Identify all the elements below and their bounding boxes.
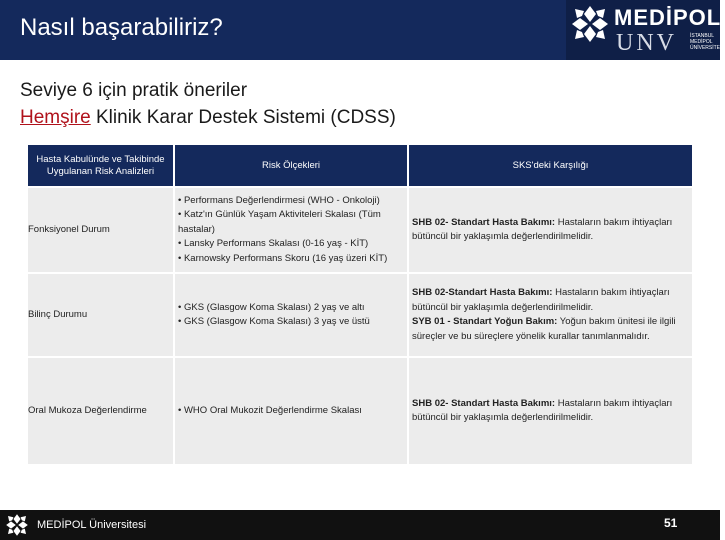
- scale-item: • Performans Değerlendirmesi (WHO - Onkoloji): [178, 194, 380, 206]
- scales-cell: [174, 187, 408, 273]
- column-header-sks: SKS'deki Karşılığı: [408, 145, 692, 187]
- scales-cell: [174, 357, 408, 464]
- subtitle-highlight-word: Hemşire: [20, 107, 91, 128]
- slide-title: Nasıl başarabiliriz?: [20, 14, 223, 41]
- column-header-analysis: Hasta Kabulünde ve Takibinde Uygulanan Risk Analizleri: [28, 145, 174, 187]
- risk-analysis-table: [28, 145, 692, 464]
- medipol-star-icon: [570, 4, 610, 44]
- logo-brand-text: MEDİPOL: [614, 5, 722, 30]
- scale-item: • Katz'ın Günlük Yaşam Aktiviteleri Skalası (Tüm hastalar): [178, 209, 381, 235]
- sks-item: SHB 02-Standart Hasta Bakımı: Hastaların bakım ihtiyaçları bütüncül bir yaklaşımla değerlendirilmelidir.: [412, 287, 670, 313]
- sks-item: SHB 02- Standart Hasta Bakımı: Hastaların bakım ihtiyaçları bütüncül bir yaklaşımla değerlendirilmelidir.: [412, 216, 673, 242]
- scale-item: • Karnowsky Performans Skoru (16 yaş üzeri KİT): [178, 252, 388, 264]
- footer-institution: MEDİPOL Üniversitesi: [37, 519, 147, 531]
- scale-item: • GKS (Glasgow Koma Skalası) 3 yaş ve üstü: [178, 316, 370, 327]
- analysis-cell: Fonksiyonel Durum: [28, 187, 174, 273]
- scale-item: • GKS (Glasgow Koma Skalası) 2 yaş ve altı: [178, 301, 365, 313]
- logo-unv-text: UNV: [616, 30, 677, 56]
- medipol-logo: [566, 0, 725, 60]
- page-number: 51: [664, 516, 678, 530]
- scale-item: • WHO Oral Mukozit Değerlendirme Skalası: [178, 404, 362, 416]
- footer-bar: [0, 510, 720, 540]
- column-header-scales: Risk Ölçekleri: [174, 145, 408, 187]
- table-header-row: [28, 145, 692, 187]
- subtitle-line-1: Seviye 6 için pratik öneriler: [20, 80, 248, 101]
- subtitle-line-2: [20, 104, 396, 131]
- analysis-cell: Oral Mukoza Değerlendirme: [28, 357, 174, 464]
- table-row: [28, 273, 692, 357]
- subtitle-line-2-rest: Klinik Karar Destek Sistemi (CDSS): [90, 107, 396, 128]
- scale-item: • Lansky Performans Skalası (0-16 yaş - KİT): [178, 238, 369, 250]
- sks-item: SYB 01 - Standart Yoğun Bakım: Yoğun bakım ünitesi ile ilgili süreçler ve bu süreçlere yönelik kurallar tanımlanmalıdır.: [412, 316, 676, 342]
- medipol-star-icon: [4, 513, 30, 537]
- table-row: [28, 187, 692, 273]
- title-bar: [0, 0, 725, 60]
- table-row: [28, 357, 692, 464]
- logo-sub-text: İSTANBUL MEDİPOL ÜNİVERSİTESİ: [690, 33, 725, 51]
- sks-cell: [408, 357, 692, 464]
- scales-cell: [174, 273, 408, 357]
- sks-cell: [408, 187, 692, 273]
- analysis-cell: Bilinç Durumu: [28, 273, 174, 357]
- sks-cell: [408, 273, 692, 357]
- sks-item: SHB 02- Standart Hasta Bakımı: Hastaların bakım ihtiyaçları bütüncül bir yaklaşımla değerlendirilmelidir.: [412, 397, 673, 423]
- slide-subtitle: [20, 77, 396, 131]
